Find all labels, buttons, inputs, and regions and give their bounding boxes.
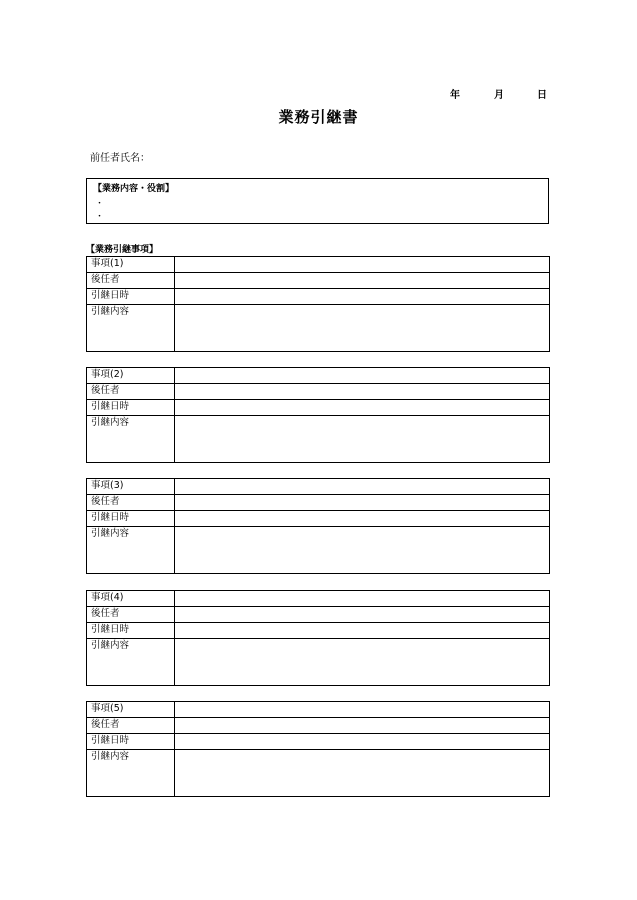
handover-date-value-cell — [175, 289, 550, 305]
item-value-cell — [175, 591, 550, 607]
handover-date-label: 引継日時 — [87, 734, 175, 750]
year-label: 年 — [450, 90, 460, 101]
duties-box — [86, 178, 549, 224]
handover-item-table-3 — [86, 478, 550, 574]
document-title: 業務引継書 — [278, 108, 359, 126]
item-label: 事項(5) — [87, 702, 175, 718]
item-value-cell — [175, 702, 550, 718]
item-value-cell — [175, 257, 550, 273]
handover-content-label: 引継内容 — [87, 305, 175, 352]
handover-content-value-cell — [175, 527, 550, 574]
handover-content-label: 引継内容 — [87, 527, 175, 574]
item-label: 事項(2) — [87, 368, 175, 384]
handover-item-table-2 — [86, 367, 550, 463]
successor-value-cell — [175, 273, 550, 289]
handover-item-table-1 — [86, 256, 550, 352]
duties-bullet-1: ・ — [95, 199, 105, 209]
successor-label: 後任者 — [87, 495, 175, 511]
handover-content-label: 引継内容 — [87, 416, 175, 463]
handover-content-value-cell — [175, 416, 550, 463]
previous-person-name-label: 前任者氏名： — [90, 153, 150, 164]
item-value-cell — [175, 368, 550, 384]
handover-date-label: 引継日時 — [87, 511, 175, 527]
successor-value-cell — [175, 384, 550, 400]
handover-item-table-5 — [86, 701, 550, 797]
handover-item-table-4 — [86, 590, 550, 686]
successor-label: 後任者 — [87, 607, 175, 623]
date-line — [440, 86, 560, 100]
handover-content-value-cell — [175, 639, 550, 686]
handover-date-label: 引継日時 — [87, 289, 175, 305]
handover-content-label: 引継内容 — [87, 750, 175, 797]
handover-content-value-cell — [175, 750, 550, 797]
duties-heading: 【業務内容・役割】 — [93, 184, 175, 194]
handover-date-value-cell — [175, 734, 550, 750]
successor-value-cell — [175, 495, 550, 511]
day-label: 日 — [537, 90, 547, 101]
handover-date-value-cell — [175, 400, 550, 416]
item-label: 事項(1) — [87, 257, 175, 273]
handover-date-value-cell — [175, 623, 550, 639]
handover-content-label: 引継内容 — [87, 639, 175, 686]
duties-bullet-2: ・ — [95, 212, 105, 222]
item-label: 事項(4) — [87, 591, 175, 607]
successor-value-cell — [175, 607, 550, 623]
handover-date-value-cell — [175, 511, 550, 527]
handover-section-heading: 【業務引継事項】 — [86, 245, 159, 255]
successor-value-cell — [175, 718, 550, 734]
successor-label: 後任者 — [87, 384, 175, 400]
item-label: 事項(3) — [87, 479, 175, 495]
handover-content-value-cell — [175, 305, 550, 352]
handover-date-label: 引継日時 — [87, 400, 175, 416]
item-value-cell — [175, 479, 550, 495]
handover-date-label: 引継日時 — [87, 623, 175, 639]
month-label: 月 — [494, 90, 504, 101]
successor-label: 後任者 — [87, 718, 175, 734]
successor-label: 後任者 — [87, 273, 175, 289]
